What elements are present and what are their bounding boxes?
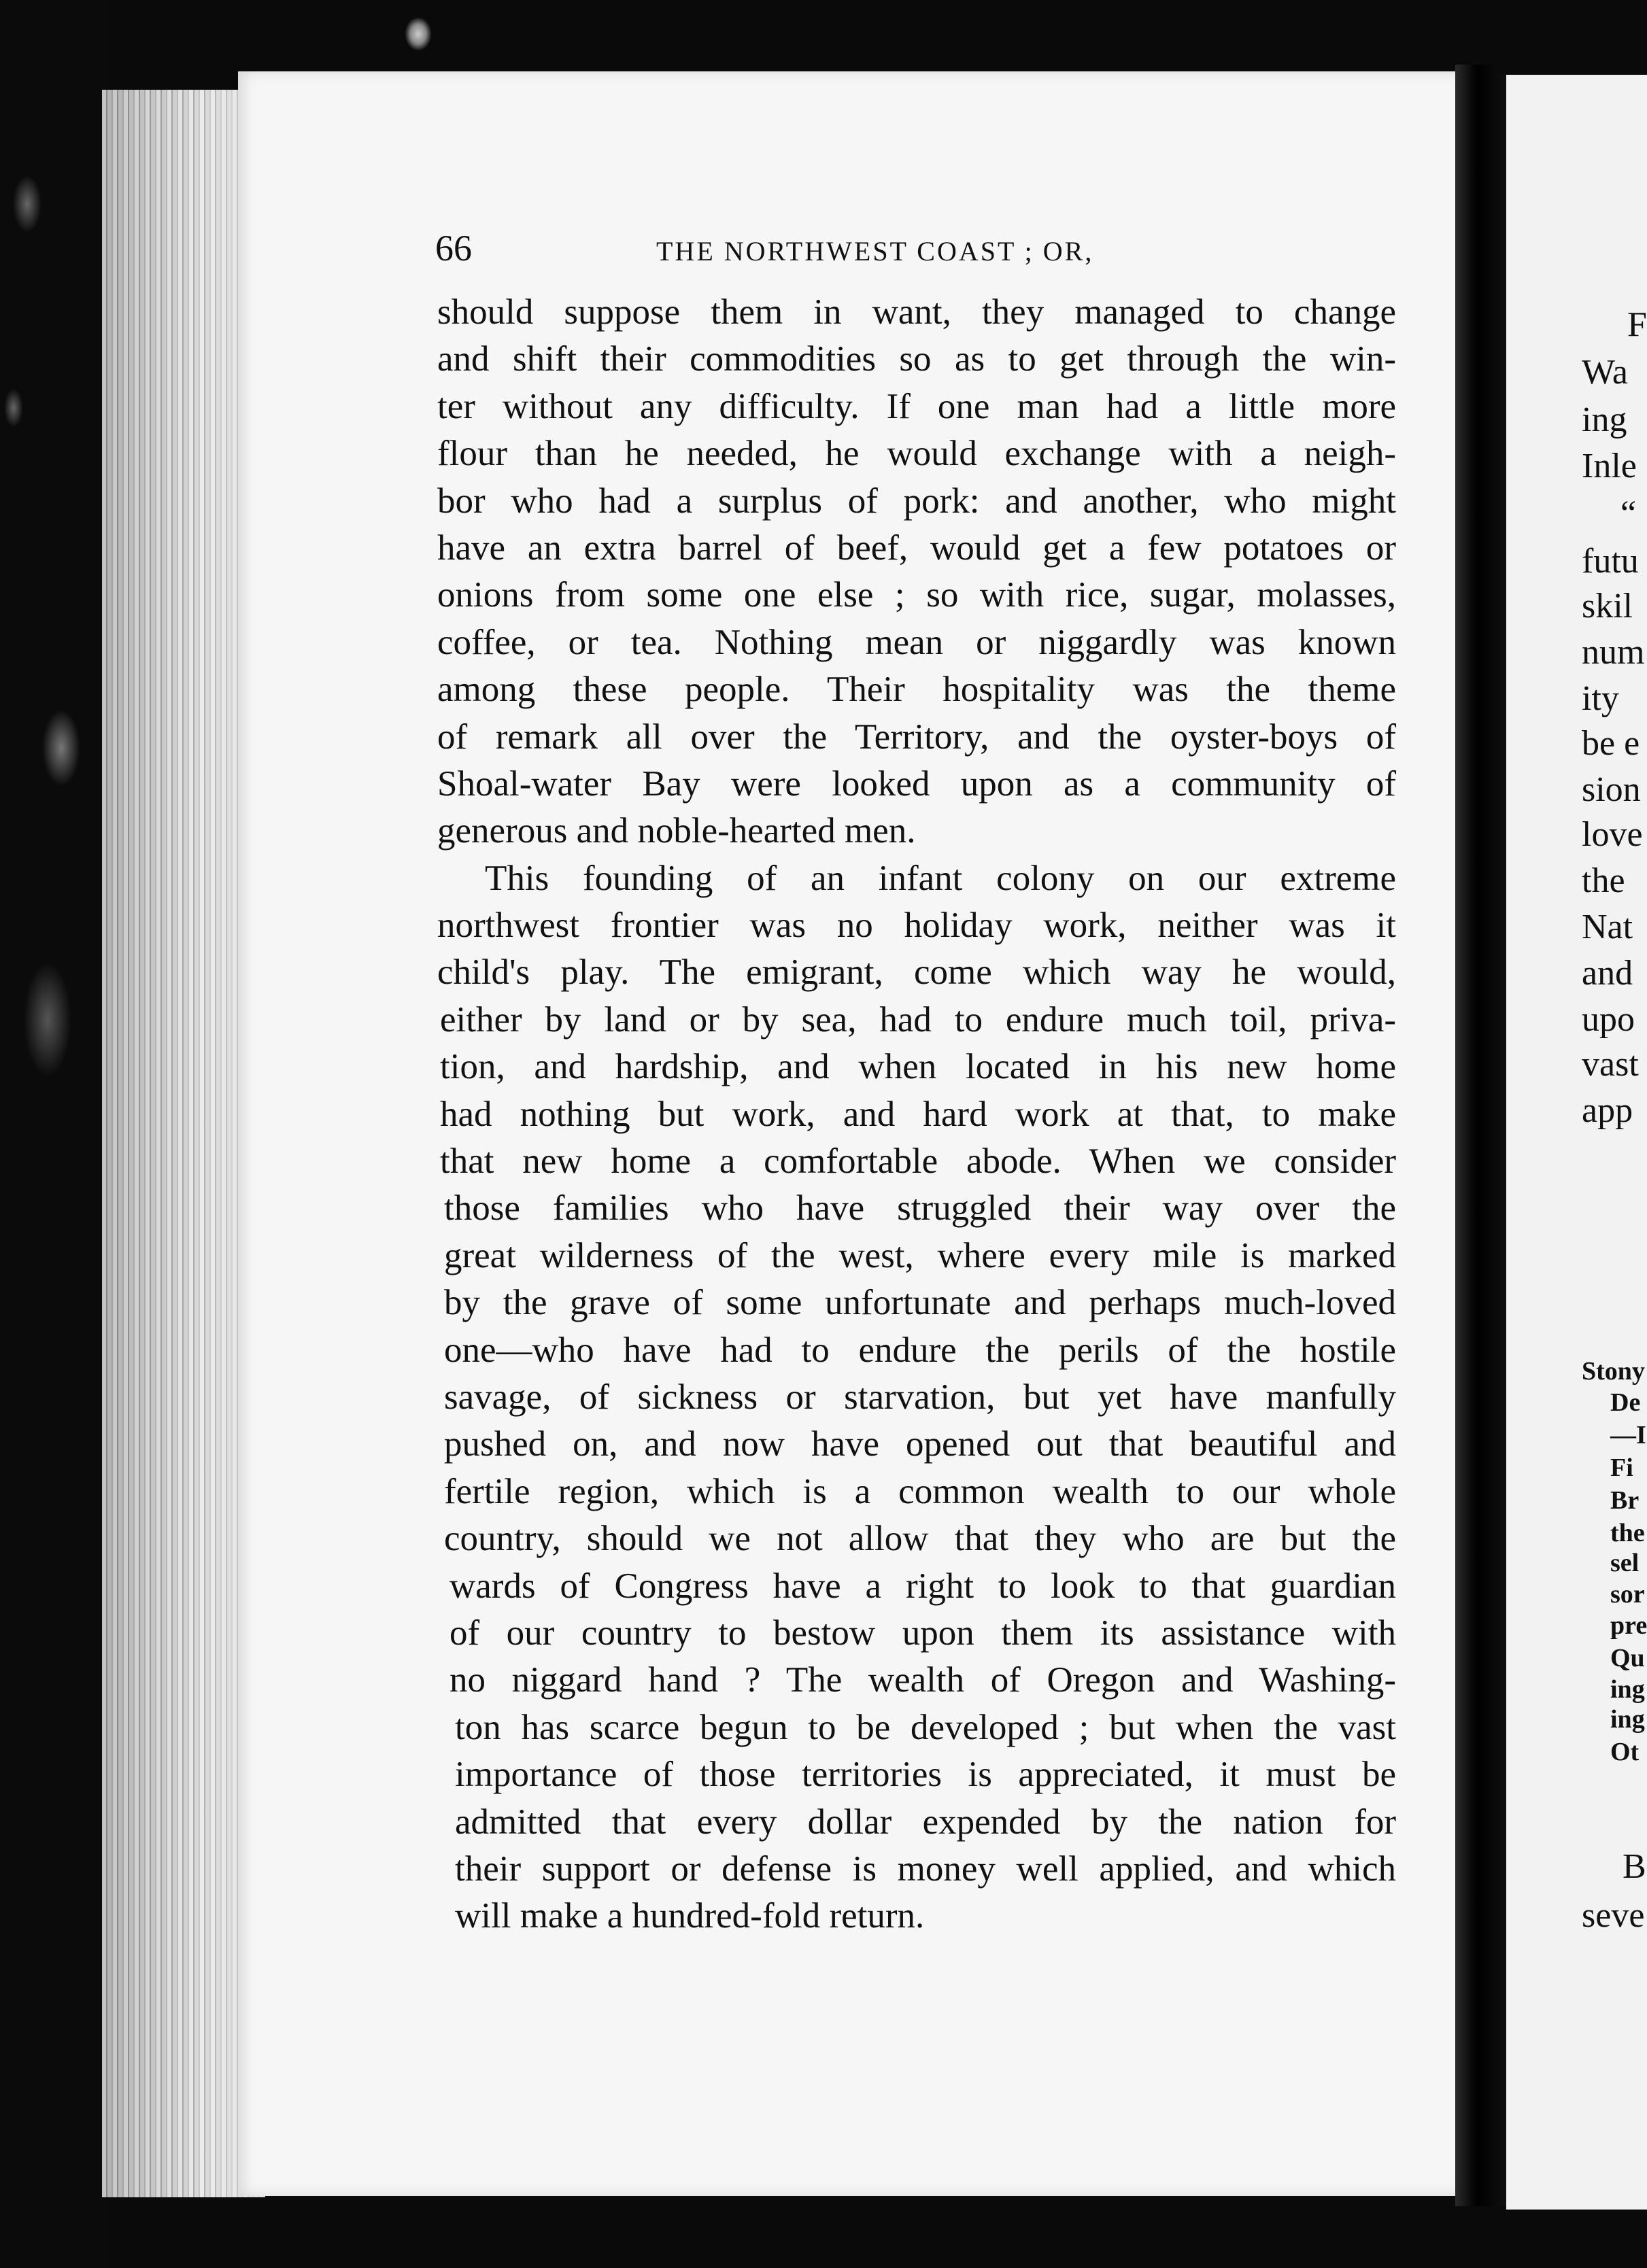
text-line: Shoal-water Bay were looked upon as a community of bbox=[437, 763, 1396, 804]
facing-text-line: skil bbox=[1582, 587, 1633, 625]
facing-text-line: Br bbox=[1610, 1486, 1640, 1515]
scanner-background bbox=[1496, 0, 1647, 75]
body-text bbox=[437, 289, 1396, 1940]
text-line: great wilderness of the west, where every mile is marked bbox=[444, 1235, 1396, 1275]
text-line: and shift their commodities so as to get through the win- bbox=[437, 339, 1396, 379]
facing-text-line: ing bbox=[1610, 1705, 1645, 1734]
facing-text-line: B bbox=[1623, 1847, 1646, 1886]
running-head: THE NORTHWEST COAST ; OR, bbox=[656, 236, 1094, 267]
facing-text-line: love bbox=[1582, 815, 1643, 854]
facing-text-line: ing bbox=[1582, 400, 1627, 439]
facing-text-line: futu bbox=[1582, 542, 1639, 581]
scan-artifact bbox=[405, 17, 432, 51]
facing-text-line: the bbox=[1610, 1519, 1645, 1547]
facing-text-line: be e bbox=[1582, 724, 1640, 763]
book-gutter bbox=[1455, 65, 1510, 2206]
text-line: by the grave of some unfortunate and perhaps much-loved bbox=[444, 1283, 1396, 1323]
text-line: should suppose them in want, they managed to change bbox=[437, 292, 1396, 332]
text-line: child's play. The emigrant, come which way he would, bbox=[437, 952, 1396, 993]
text-line: country, should we not allow that they who are but the bbox=[444, 1519, 1396, 1559]
facing-text-line: De bbox=[1610, 1388, 1641, 1417]
text-line: that new home a comfortable abode. When we consider bbox=[440, 1141, 1396, 1182]
facing-text-line: Wa bbox=[1582, 353, 1628, 392]
text-line: of remark all over the Territory, and the oyster-boys of bbox=[437, 717, 1396, 757]
text-line: tion, and hardship, and when located in his new home bbox=[440, 1047, 1396, 1087]
facing-text-line: the bbox=[1582, 861, 1625, 900]
text-line: coffee, or tea. Nothing mean or niggardly was known bbox=[437, 622, 1396, 662]
facing-text-line: seve bbox=[1582, 1896, 1645, 1935]
facing-text-line: F bbox=[1627, 305, 1647, 344]
facing-text-line: num bbox=[1582, 633, 1645, 672]
facing-text-line: and bbox=[1582, 954, 1633, 993]
text-line: ter without any difficulty. If one man had a little more bbox=[437, 386, 1396, 426]
text-line: generous and noble-hearted men. bbox=[437, 811, 916, 851]
text-line: no niggard hand ? The wealth of Oregon and Washing- bbox=[449, 1660, 1396, 1700]
facing-text-line: Inle bbox=[1582, 447, 1637, 485]
facing-text-line: sion bbox=[1582, 770, 1641, 809]
facing-text-line: sel bbox=[1610, 1549, 1640, 1577]
facing-page bbox=[1506, 75, 1647, 2210]
facing-text-line: vast bbox=[1582, 1045, 1639, 1084]
text-line: one—who have had to endure the perils of the hostile bbox=[444, 1330, 1396, 1370]
facing-text-line: upo bbox=[1582, 1000, 1635, 1039]
text-line: admitted that every dollar expended by the nation for bbox=[455, 1802, 1396, 1842]
text-line: wards of Congress have a right to look to that guardian bbox=[449, 1566, 1396, 1606]
text-line: those families who have struggled their way over the bbox=[444, 1188, 1396, 1228]
facing-text-line: Stony bbox=[1582, 1357, 1645, 1386]
facing-text-line: —I bbox=[1610, 1421, 1646, 1449]
text-line: either by land or by sea, had to endure much toil, priva- bbox=[440, 999, 1396, 1040]
scanner-background bbox=[0, 0, 109, 2268]
text-line: This founding of an infant colony on our extreme bbox=[485, 858, 1396, 898]
text-line: ton has scarce begun to be developed ; but when the vast bbox=[455, 1707, 1396, 1747]
facing-text-line: Nat bbox=[1582, 908, 1633, 946]
text-line: bor who had a surplus of pork: and another, who might bbox=[437, 481, 1396, 521]
facing-text-line: ity bbox=[1582, 679, 1619, 718]
text-line: will make a hundred-fold return. bbox=[455, 1896, 925, 1936]
text-line: of our country to bestow upon them its assistance with bbox=[449, 1613, 1396, 1653]
text-line: savage, of sickness or starvation, but yet have manfully bbox=[444, 1377, 1396, 1417]
facing-text-line: “ bbox=[1620, 494, 1637, 533]
text-line: northwest frontier was no holiday work, neither was it bbox=[437, 906, 1396, 946]
text-line: fertile region, which is a common wealth to our whole bbox=[444, 1471, 1396, 1511]
text-line: importance of those territories is appreciated, it must be bbox=[455, 1755, 1396, 1795]
facing-text-line: Qu bbox=[1610, 1644, 1645, 1672]
text-line: onions from some one else ; so with rice, sugar, molasses, bbox=[437, 575, 1396, 615]
facing-text-line: ing bbox=[1610, 1675, 1645, 1704]
text-line: their support or defense is money well applied, and which bbox=[455, 1849, 1396, 1889]
facing-text-line: Fi bbox=[1610, 1454, 1633, 1482]
text-line: flour than he needed, he would exchange with a neigh- bbox=[437, 434, 1396, 474]
facing-text-line: app bbox=[1582, 1091, 1633, 1130]
page-number: 66 bbox=[435, 228, 472, 269]
text-line: have an extra barrel of beef, would get a few potatoes or bbox=[437, 528, 1396, 568]
text-line: pushed on, and now have opened out that beautiful and bbox=[444, 1424, 1396, 1464]
facing-text-line: Ot bbox=[1610, 1738, 1640, 1766]
text-line: among these people. Their hospitality was the theme bbox=[437, 670, 1396, 710]
text-line: had nothing but work, and hard work at that, to make bbox=[440, 1094, 1396, 1134]
facing-text-line: pre bbox=[1610, 1611, 1647, 1640]
facing-text-line: sor bbox=[1610, 1580, 1645, 1609]
